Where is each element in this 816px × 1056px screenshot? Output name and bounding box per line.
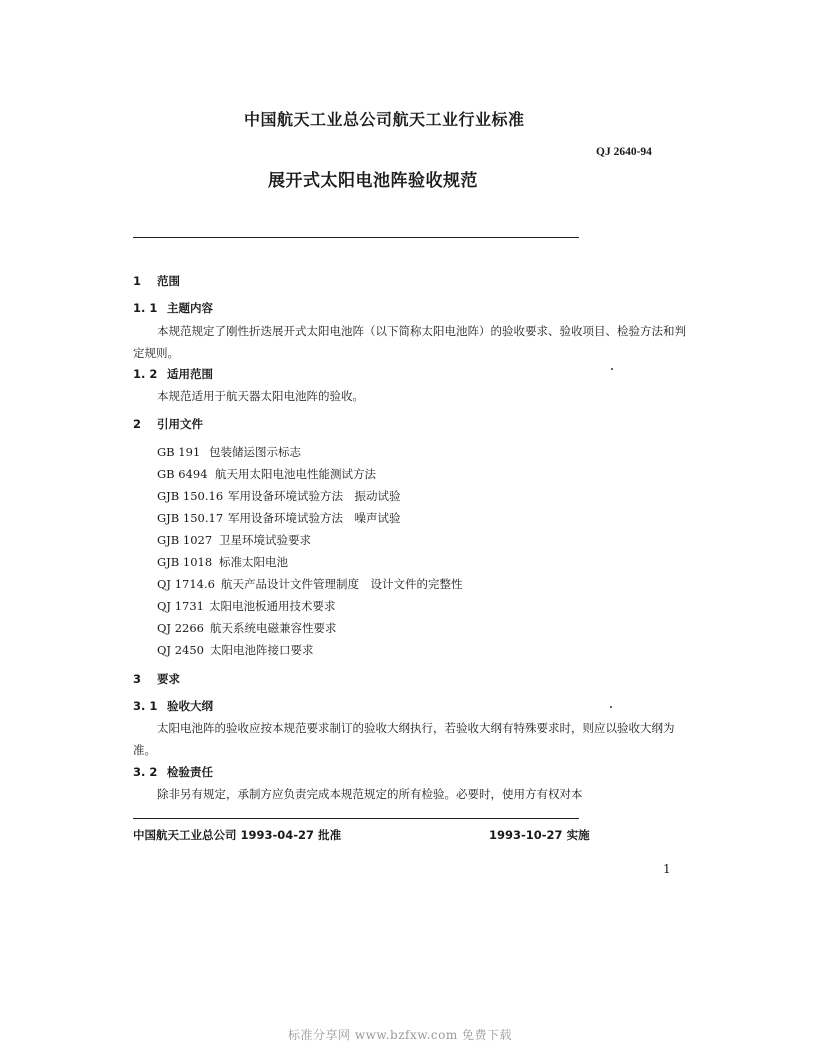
reference-item <box>157 598 336 614</box>
section-3-1-heading <box>133 698 213 714</box>
reference-item <box>157 620 337 636</box>
standard-code: QJ 2640-94 <box>596 146 652 158</box>
scan-speck <box>611 368 613 370</box>
reference-name: 卫星环境试验要求 <box>219 533 311 547</box>
section-3-2-heading <box>133 764 213 780</box>
reference-item <box>157 642 314 658</box>
reference-name: 军用设备环境试验方法 噪声试验 <box>228 511 401 525</box>
section-title: 范围 <box>157 274 180 288</box>
reference-code: GJB 150.17 <box>157 511 224 525</box>
section-number: 2 <box>133 417 142 431</box>
section-title: 检验责任 <box>167 765 213 779</box>
section-1-2-heading <box>133 366 213 382</box>
section-number: 3. 1 <box>133 699 158 713</box>
section-3-heading <box>133 671 180 687</box>
reference-code: GJB 1018 <box>157 555 213 569</box>
effective-date: 1993-10-27 实施 <box>489 828 590 842</box>
section-title: 适用范围 <box>167 367 213 381</box>
section-1-heading <box>133 273 180 289</box>
reference-name: 太阳电池板通用技术要求 <box>209 599 336 613</box>
watermark: 标准分享网 www.bzfxw.com 免费下载 <box>288 1028 513 1042</box>
section-2-heading <box>133 416 203 432</box>
reference-name: 包装储运图示标志 <box>209 445 301 459</box>
reference-name: 航天用太阳电池电性能测试方法 <box>215 467 376 481</box>
reference-name: 军用设备环境试验方法 振动试验 <box>228 489 401 503</box>
paragraph-line: 除非另有规定，承制方应负责完成本规范规定的所有检验。必要时，使用方有权对本 <box>157 787 583 801</box>
reference-item <box>157 444 301 460</box>
reference-code: QJ 2450 <box>157 643 204 657</box>
section-number: 3 <box>133 672 142 686</box>
scan-speck <box>610 706 612 708</box>
reference-name: 航天系统电磁兼容性要求 <box>210 621 337 635</box>
reference-name: 太阳电池阵接口要求 <box>210 643 314 657</box>
section-1-1-heading <box>133 300 213 316</box>
reference-code: GB 191 <box>157 445 201 459</box>
reference-code: GJB 150.16 <box>157 489 224 503</box>
reference-item <box>157 554 288 570</box>
reference-code: GJB 1027 <box>157 533 213 547</box>
reference-name: 航天产品设计文件管理制度 设计文件的完整性 <box>221 577 463 591</box>
reference-item <box>157 532 311 548</box>
reference-code: GB 6494 <box>157 467 208 481</box>
reference-item <box>157 510 401 526</box>
section-title: 要求 <box>157 672 180 686</box>
section-title: 验收大纲 <box>167 699 213 713</box>
section-number: 1 <box>133 274 142 288</box>
section-number: 3. 2 <box>133 765 158 779</box>
paragraph-line: 准。 <box>133 743 156 757</box>
reference-item <box>157 488 401 504</box>
issuing-organization: 中国航天工业总公司航天工业行业标准 <box>244 110 525 129</box>
document-title: 展开式太阳电池阵验收规范 <box>268 171 478 191</box>
section-title: 引用文件 <box>157 417 203 431</box>
approval-date: 中国航天工业总公司 1993-04-27 批准 <box>133 828 342 842</box>
reference-code: QJ 2266 <box>157 621 204 635</box>
paragraph-line: 本规范适用于航天器太阳电池阵的验收。 <box>157 389 364 403</box>
section-number: 1. 1 <box>133 301 158 315</box>
section-number: 1. 2 <box>133 367 158 381</box>
page-number: 1 <box>663 862 671 876</box>
paragraph-line: 本规范规定了刚性折迭展开式太阳电池阵（以下简称太阳电池阵）的验收要求、验收项目、检验方法和判 <box>157 324 686 338</box>
header-rule <box>133 237 579 238</box>
reference-item <box>157 466 376 482</box>
reference-code: QJ 1714.6 <box>157 577 215 591</box>
paragraph-line: 定规则。 <box>133 346 179 360</box>
section-title: 主题内容 <box>167 301 213 315</box>
reference-code: QJ 1731 <box>157 599 204 613</box>
paragraph-line: 太阳电池阵的验收应按本规范要求制订的验收大纲执行，若验收大纲有特殊要求时，则应以验收大纲为 <box>157 721 675 735</box>
reference-name: 标准太阳电池 <box>219 555 288 569</box>
reference-item <box>157 576 463 592</box>
footer-rule <box>133 818 579 819</box>
